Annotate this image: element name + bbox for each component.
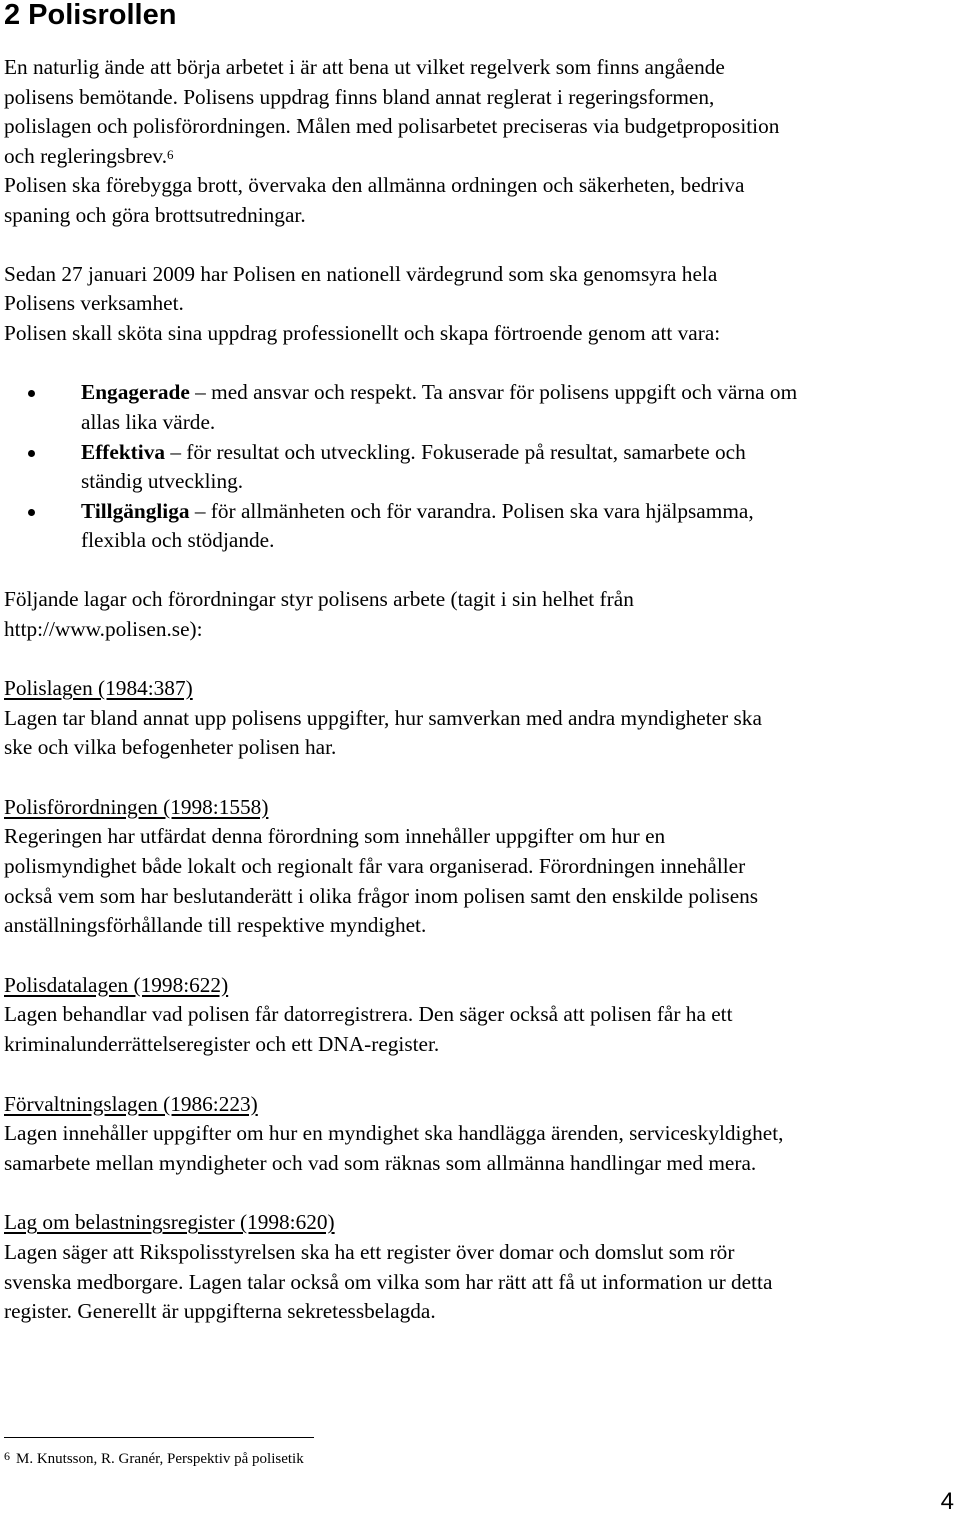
intro-paragraph	[4, 53, 956, 231]
law-title: Polisdatalagen (1998:622)	[4, 972, 229, 997]
value-description: – för resultat och utveckling. Fokuserade på resultat, samarbete och	[165, 439, 746, 464]
law-section-polislagen	[4, 674, 956, 763]
law-section-belastningsregister	[4, 1208, 956, 1326]
footnote-reference: 6	[167, 146, 174, 162]
value-description: – för allmänheten och för varandra. Polisen ska vara hjälpsamma,	[189, 498, 754, 523]
bullet-icon	[28, 450, 35, 457]
text-line: polisens bemötande. Polisens uppdrag finns bland annat reglerat i regeringsformen,	[4, 84, 715, 109]
law-title: Lag om belastningsregister (1998:620)	[4, 1210, 335, 1235]
text-line	[4, 971, 956, 1001]
text-fragment: och regleringsbrev.	[4, 143, 168, 168]
law-title: Polislagen (1984:387)	[4, 676, 193, 701]
law-title: Förvaltningslagen (1986:223)	[4, 1091, 258, 1116]
text-line	[81, 497, 956, 527]
footnote-text: M. Knutsson, R. Granér, Perspektiv på polisetik	[16, 1451, 304, 1467]
law-section-polisforordningen	[4, 793, 956, 941]
text-line	[81, 438, 956, 468]
law-section-forvaltningslagen	[4, 1090, 956, 1179]
text-line: också vem som har beslutanderätt i olika frågor inom polisen samt den enskilde polisens	[4, 883, 759, 908]
law-title: Polisförordningen (1998:1558)	[4, 794, 269, 819]
footnote	[4, 1449, 304, 1469]
values-list	[4, 378, 956, 556]
text-line: Lagen tar bland annat upp polisens uppgifter, hur samverkan med andra myndigheter ska	[4, 705, 762, 730]
text-line: flexibla och stödjande.	[81, 528, 275, 553]
text-line: Sedan 27 januari 2009 har Polisen en nationell värdegrund som ska genomsyra hela	[4, 261, 718, 286]
text-line	[4, 674, 956, 704]
text-line: Lagen säger att Rikspolisstyrelsen ska ha ett register över domar och domslut som rör	[4, 1240, 735, 1264]
footnote-divider	[4, 1437, 314, 1438]
list-item	[4, 497, 956, 556]
bullet-icon	[28, 390, 35, 397]
text-line: Lagen innehåller uppgifter om hur en myndighet ska handlägga ärenden, serviceskyldighet,	[4, 1121, 784, 1146]
text-line: samarbete mellan myndigheter och vad som räknas som allmänna handlingar med mera.	[4, 1150, 757, 1175]
value-description: – med ansvar och respekt. Ta ansvar för polisens uppgift och värna om	[189, 380, 798, 405]
text-line: Regeringen har utfärdat denna förordning som innehåller uppgifter om hur en	[4, 824, 666, 849]
value-term: Engagerade	[81, 380, 190, 405]
laws-intro-paragraph	[4, 585, 956, 644]
text-line: spaning och göra brottsutredningar.	[4, 202, 306, 227]
text-line	[81, 378, 956, 408]
bullet-icon	[28, 509, 35, 516]
section-heading: 2 Polisrollen	[4, 0, 177, 31]
text-line: En naturlig ände att börja arbetet i är att bena ut vilket regelverk som finns angående	[4, 55, 725, 79]
list-item	[4, 438, 956, 497]
text-line: polislagen och polisförordningen. Målen med polisarbetet preciseras via budgetproposition	[4, 114, 780, 139]
text-line: ständig utveckling.	[81, 469, 244, 494]
footnote-number: 6	[4, 1449, 10, 1463]
text-line	[4, 793, 956, 823]
text-line: svenska medborgare. Lagen talar också om vilka som har rätt att få ut information ur detta	[4, 1269, 773, 1294]
text-line: Polisen skall sköta sina uppdrag professionellt och skapa förtroende genom att vara:	[4, 320, 721, 345]
values-paragraph	[4, 260, 956, 349]
text-line: kriminalunderrättelseregister och ett DNA-register.	[4, 1032, 440, 1057]
text-line: ske och vilka befogenheter polisen har.	[4, 735, 337, 760]
text-line: Följande lagar och förordningar styr polisens arbete (tagit i sin helhet från	[4, 586, 634, 611]
text-line	[4, 1090, 956, 1120]
text-line: register. Generellt är uppgifterna sekretessbelagda.	[4, 1299, 436, 1324]
text-line: Polisen ska förebygga brott, övervaka den allmänna ordningen och säkerheten, bedriva	[4, 173, 745, 198]
text-line: http://www.polisen.se):	[4, 616, 203, 641]
text-line: anställningsförhållande till respektive myndighet.	[4, 913, 427, 938]
value-term: Effektiva	[81, 439, 165, 464]
document-page	[4, 0, 956, 1327]
text-line: allas lika värde.	[81, 409, 216, 434]
text-line	[4, 142, 956, 172]
law-section-polisdatalagen	[4, 971, 956, 1060]
text-line: polismyndighet både lokalt och regionalt får vara organiserad. Förordningen innehåller	[4, 854, 746, 879]
text-line: Lagen behandlar vad polisen får datorregistrera. Den säger också att polisen får ha ett	[4, 1002, 733, 1027]
page-number: 4	[940, 1488, 954, 1515]
text-line	[4, 1208, 956, 1238]
text-line: Polisens verksamhet.	[4, 291, 184, 316]
list-item	[4, 378, 956, 437]
value-term: Tillgängliga	[81, 498, 190, 523]
